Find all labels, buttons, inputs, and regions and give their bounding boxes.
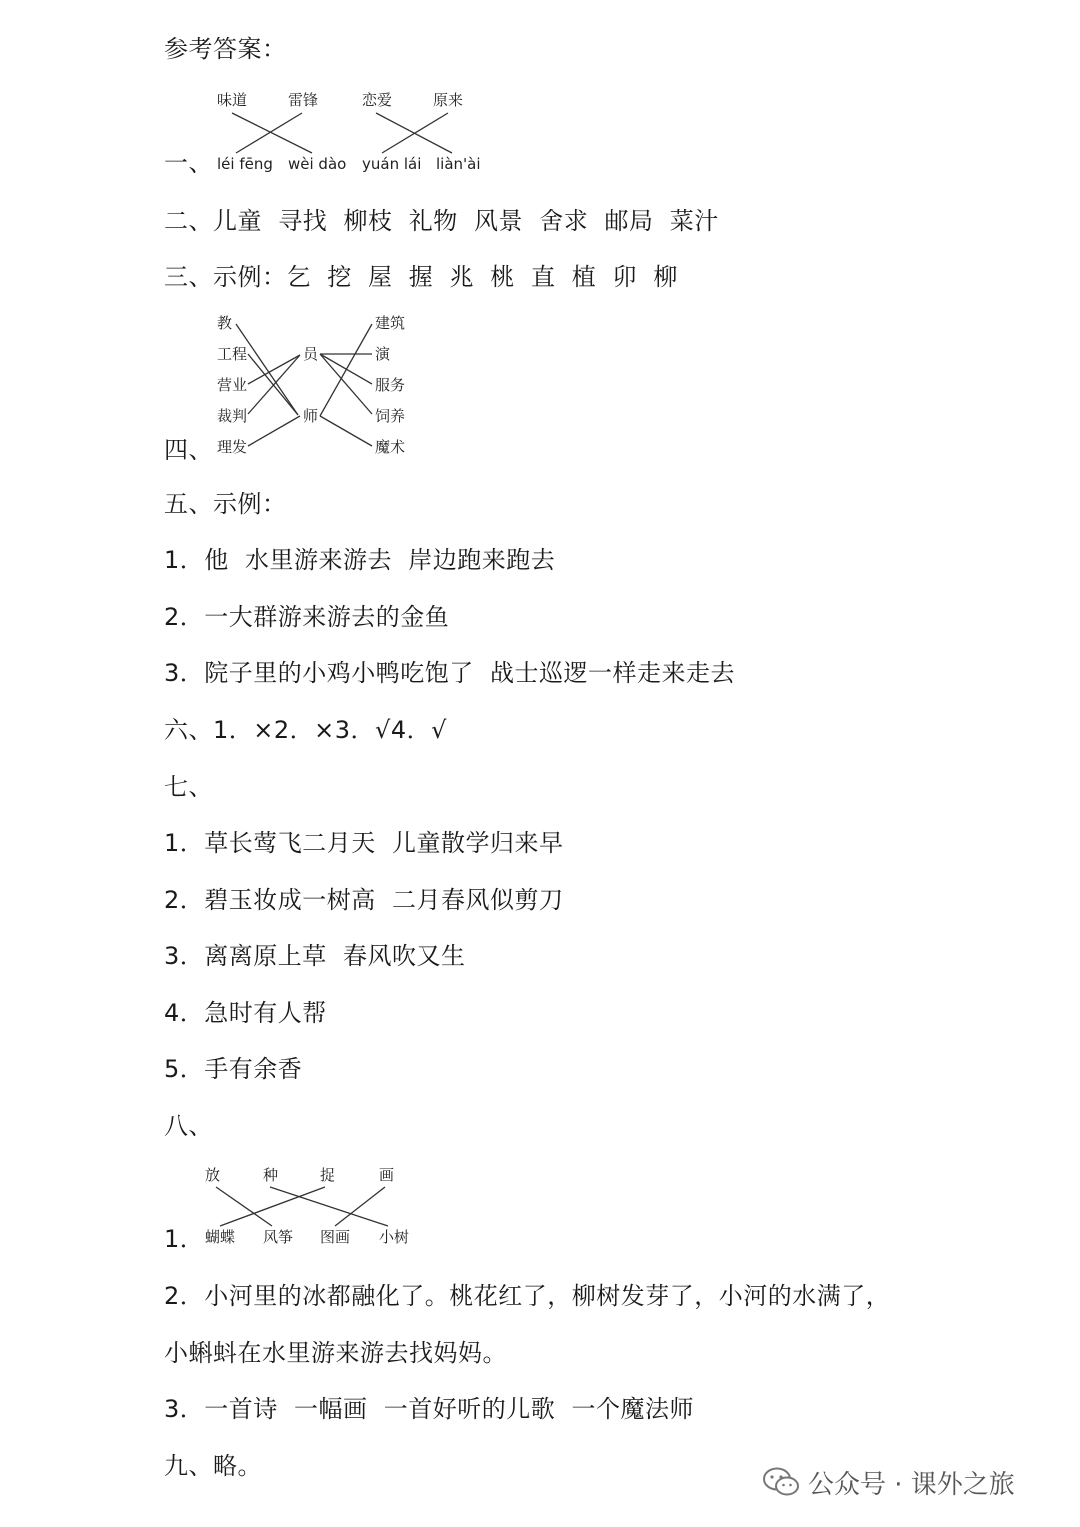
- q8-item2-line2: 小蝌蚪在水里游来游去找妈妈。: [164, 1339, 507, 1367]
- q8-match-line: [220, 1187, 325, 1226]
- q4-mid-word: 员: [303, 345, 319, 363]
- q7-heading: 七、: [164, 773, 213, 801]
- q9-answer: 九、略。: [164, 1452, 262, 1480]
- q1-top-word: 原来: [433, 91, 464, 109]
- q5-heading: 五、示例：: [164, 490, 287, 518]
- q7-item: 2．碧玉妆成一树高 二月春风似剪刀: [164, 886, 564, 914]
- q1-top-word: 恋爱: [362, 91, 393, 109]
- watermark: [762, 1464, 1015, 1500]
- page-title: 参考答案：: [164, 35, 287, 63]
- q1-top-word: 雷锋: [288, 91, 319, 109]
- q8-heading: 八、: [164, 1112, 213, 1140]
- q8-top-word: 种: [263, 1166, 279, 1184]
- q1-top-word: 味道: [217, 91, 248, 109]
- q7-item: 4．急时有人帮: [164, 999, 327, 1027]
- q4-right-word: 饲养: [375, 407, 406, 425]
- q5-item: 3．院子里的小鸡小鸭吃饱了 战士巡逻一样走来走去: [164, 659, 736, 687]
- q4-left-word: 工程: [217, 345, 248, 363]
- q8-bottom-word: 风筝: [263, 1228, 294, 1246]
- q7-item: 3．离离原上草 春风吹又生: [164, 942, 466, 970]
- q8-item2-line1: 2．小河里的冰都融化了。桃花红了，柳树发芽了，小河的水满了，: [164, 1282, 891, 1310]
- q4-left-word: 裁判: [217, 407, 248, 425]
- q1-pinyin: wèi dào: [288, 155, 347, 173]
- q4-mid-word: 师: [303, 407, 319, 425]
- q2-answer: 二、儿童 寻找 柳枝 礼物 风景 舍求 邮局 菜汁: [164, 207, 719, 235]
- q4-right-word: 服务: [375, 376, 406, 394]
- watermark-text: 公众号 · 课外之旅: [808, 1469, 1015, 1500]
- q8-top-word: 放: [205, 1166, 221, 1184]
- q1-pinyin: yuán lái: [362, 155, 422, 173]
- q8-item3: 3．一首诗 一幅画 一首好听的儿歌 一个魔法师: [164, 1395, 695, 1423]
- q4-left-word: 教: [217, 314, 233, 332]
- q8-match-line: [270, 1187, 388, 1226]
- q8-bottom-word: 图画: [320, 1228, 351, 1246]
- q5-item: 2．一大群游来游去的金鱼: [164, 603, 450, 631]
- q4-right-word: 建筑: [375, 314, 406, 332]
- q1-pinyin: léi fēng: [217, 155, 273, 173]
- q8-match-line: [335, 1187, 385, 1226]
- q8-top-word: 捉: [320, 1166, 336, 1184]
- q1-pinyin: liàn'ài: [436, 155, 481, 173]
- q4-right-word: 演: [375, 345, 391, 363]
- q1-label: 一、: [164, 149, 213, 177]
- q8-item1-label: 1．: [164, 1225, 205, 1253]
- q4-right-word: 魔术: [375, 438, 406, 456]
- q7-item: 1．草长莺飞二月天 儿童散学归来早: [164, 829, 564, 857]
- wechat-icon: [762, 1466, 800, 1498]
- q8-bottom-word: 蝴蝶: [205, 1228, 236, 1246]
- q4-left-word: 理发: [217, 438, 248, 456]
- q3-answer: 三、示例：乞 挖 屋 握 兆 桃 直 植 卯 柳: [164, 263, 678, 291]
- q8-match-line: [216, 1187, 272, 1226]
- q5-item: 1．他 水里游来游去 岸边跑来跑去: [164, 546, 556, 574]
- q7-item: 5．手有余香: [164, 1055, 303, 1083]
- q4-left-word: 营业: [217, 376, 248, 394]
- q8-bottom-word: 小树: [379, 1228, 410, 1246]
- q6-answer: 六、1．×2．×3．√4．√: [164, 716, 447, 744]
- q8-top-word: 画: [379, 1166, 395, 1184]
- q4-label: 四、: [164, 436, 213, 464]
